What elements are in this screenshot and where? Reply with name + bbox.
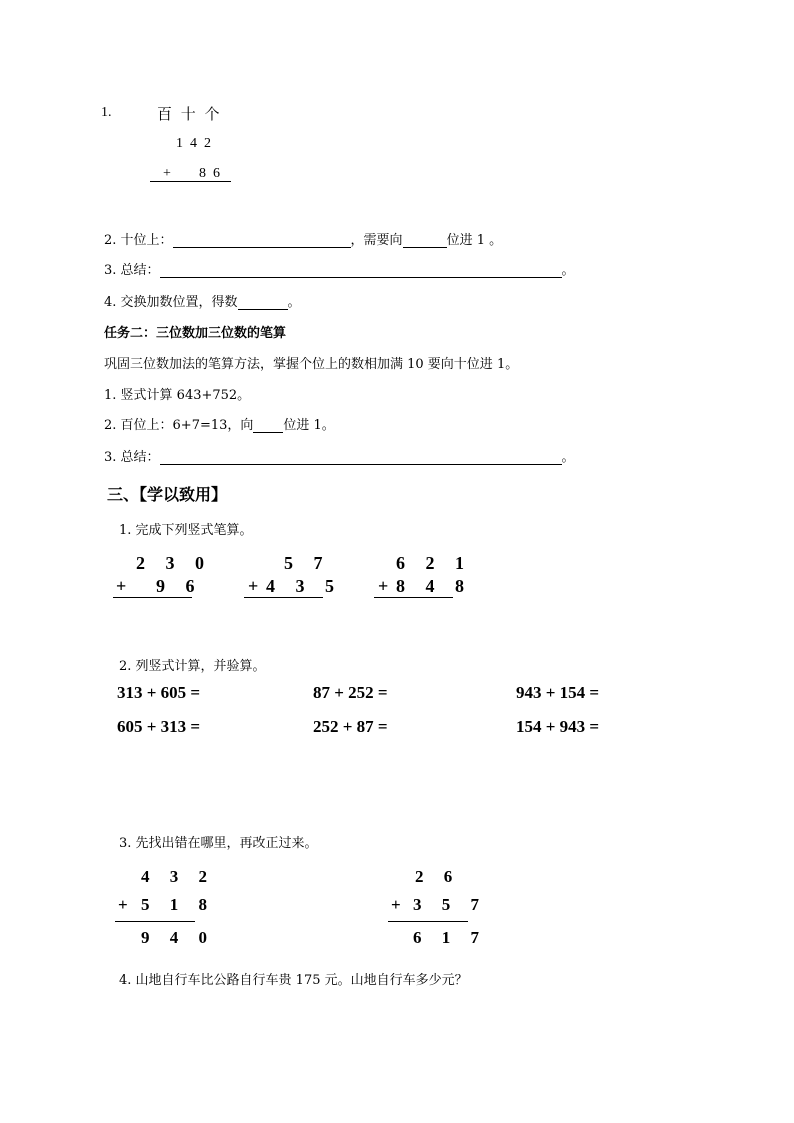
plus-sign: + [118, 895, 136, 914]
plus-sign: + [378, 576, 397, 596]
exercise-2-prompt: 2. 列竖式计算，并验算。 [119, 659, 266, 674]
plus-sign: + [391, 895, 409, 914]
answer-blank[interactable] [403, 233, 447, 248]
question-4-prefix: 4. 交换加数位置，得数 [104, 295, 238, 310]
equation: 252 + 87 = [313, 717, 388, 736]
sum-line [374, 597, 453, 598]
question-4-line [104, 291, 301, 310]
answer-blank[interactable] [160, 263, 562, 278]
place-value-header: 百 十 个 [157, 105, 222, 123]
task-2-description: 巩固三位数加法的笔算方法，掌握个位上的数相加满 10 要向十位进 1。 [104, 357, 519, 372]
vertical-addend-top: 2 3 0 [136, 553, 212, 573]
vertical-addend-bottom: 4 3 5 [266, 576, 342, 596]
vertical-addend-top: 2 6 [415, 867, 461, 886]
answer-blank[interactable] [253, 418, 283, 433]
vertical-result: 9 4 0 [141, 928, 215, 947]
section-3-title: 三、【学以致用】 [107, 485, 228, 504]
task-2-item-2-prefix: 2. 百位上：6+7=13，向 [104, 418, 254, 433]
task-2-item-3 [104, 446, 575, 465]
addend-bottom: 8 6 [199, 166, 220, 181]
equation: 87 + 252 = [313, 683, 388, 702]
vertical-addend-bottom: 9 6 [156, 576, 203, 596]
exercise-1-prompt: 1. 完成下列竖式笔算。 [119, 523, 253, 538]
vertical-addend-bottom: 3 5 7 [413, 895, 487, 914]
equation: 605 + 313 = [117, 717, 201, 736]
plus-sign: + [116, 576, 135, 596]
sum-line [244, 597, 323, 598]
question-3-suffix: 。 [561, 263, 575, 278]
item-number: 1. [101, 105, 112, 120]
equation: 154 + 943 = [516, 717, 600, 736]
question-2-mid: ，需要向 [350, 233, 403, 248]
sum-line [150, 181, 231, 182]
addend-top: 1 4 2 [176, 136, 211, 151]
equation: 943 + 154 = [516, 683, 600, 702]
task-2-item-3-prefix: 3. 总结： [104, 450, 160, 465]
answer-blank[interactable] [160, 450, 562, 465]
question-3-line [104, 259, 575, 278]
task-2-item-3-suffix: 。 [561, 450, 575, 465]
sum-line [113, 597, 192, 598]
question-2-prefix: 2. 十位上： [104, 233, 173, 248]
vertical-addend-top: 5 7 [284, 553, 331, 573]
task-2-item-2-suffix: 位进 1。 [283, 418, 335, 433]
question-3-prefix: 3. 总结： [104, 263, 160, 278]
answer-blank[interactable] [173, 233, 351, 248]
plus-sign: + [163, 166, 171, 181]
plus-sign: + [248, 576, 267, 596]
question-2-line [104, 229, 502, 248]
vertical-addend-bottom: 5 1 8 [141, 895, 215, 914]
task-2-title: 任务二：三位数加三位数的笔算 [104, 326, 287, 341]
sum-line [115, 921, 195, 922]
equation: 313 + 605 = [117, 683, 201, 702]
task-2-item-1: 1. 竖式计算 643+752。 [104, 388, 251, 403]
answer-blank[interactable] [238, 295, 288, 310]
sum-line [388, 921, 468, 922]
task-2-item-2 [104, 414, 335, 433]
vertical-result: 6 1 7 [413, 928, 487, 947]
vertical-addend-bottom: 8 4 8 [396, 576, 472, 596]
exercise-3-prompt: 3. 先找出错在哪里，再改正过来。 [119, 836, 318, 851]
question-4-suffix: 。 [287, 295, 301, 310]
question-2-suffix: 位进 1 。 [446, 233, 503, 248]
vertical-addend-top: 4 3 2 [141, 867, 215, 886]
exercise-4-prompt: 4. 山地自行车比公路自行车贵 175 元。山地自行车多少元？ [119, 973, 468, 988]
vertical-addend-top: 6 2 1 [396, 553, 472, 573]
